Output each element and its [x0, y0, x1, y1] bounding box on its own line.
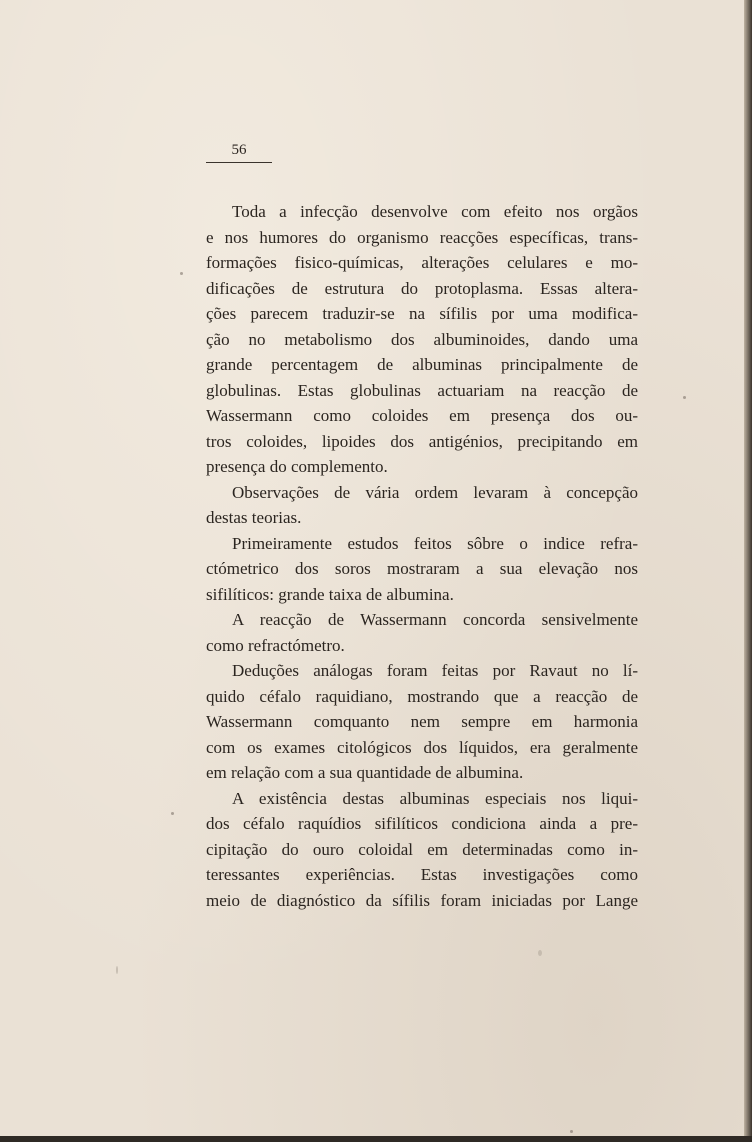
text-line: A reacção de Wassermann concorda sensivelmente: [232, 610, 638, 629]
text-line: ções parecem traduzir-se na sífilis por uma modifica-: [206, 304, 638, 323]
text-line: dos céfalo raquídios sifilíticos condiciona ainda a pre-: [206, 814, 638, 833]
text-line: presença do complemento.: [206, 457, 388, 476]
text-line: como refractómetro.: [206, 635, 345, 655]
text-line: Toda a infecção desenvolve com efeito nos orgãos: [232, 202, 638, 221]
text-line: ctómetrico dos soros mostraram a sua elevação nos: [206, 559, 638, 578]
text-line: sifilíticos: grande taixa de albumina.: [206, 584, 454, 604]
text-line: Primeiramente estudos feitos sôbre o indice refra-: [232, 533, 638, 553]
text-line: ção no metabolismo dos albuminoides, dando uma: [206, 329, 638, 349]
body-text: [206, 199, 638, 913]
text-line: A existência destas albuminas especiais nos liqui-: [232, 788, 638, 808]
paper-speck: [570, 1130, 573, 1133]
text-line: destas teorias.: [206, 508, 302, 527]
text-line: dificações de estrutura do protoplasma. Essas altera-: [206, 278, 638, 298]
page-number: 56: [206, 140, 272, 163]
text-line: Observações de vária ordem levaram à concepção: [232, 482, 638, 502]
text-line: teressantes experiências. Estas investigações como: [206, 865, 638, 884]
paper-speck: [538, 950, 542, 956]
text-line: quido céfalo raquidiano, mostrando que a reacção de: [206, 686, 638, 706]
text-line: formações fisico-químicas, alterações celulares e mo-: [206, 253, 638, 272]
text-line: e nos humores do organismo reacções específicas, trans-: [206, 227, 638, 247]
paper-speck: [180, 272, 183, 275]
page-edge-shadow: [744, 0, 752, 1142]
text-line: meio de diagnóstico da sífilis foram iniciadas por Lange: [206, 890, 638, 910]
text-line: Deduções análogas foram feitas por Ravaut no lí-: [232, 661, 638, 680]
text-line: em relação com a sua quantidade de albumina.: [206, 763, 524, 782]
text-line: cipitação do ouro coloidal em determinadas como in-: [206, 839, 638, 859]
text-line: grande percentagem de albuminas principalmente de: [206, 355, 638, 374]
text-line: Wassermann como coloides em presença dos ou-: [206, 406, 638, 425]
page-bottom-edge: [0, 1136, 752, 1142]
text-line: com os exames citológicos dos líquidos, era geralmente: [206, 737, 638, 757]
text-line: Wassermann comquanto nem sempre em harmonia: [206, 712, 638, 731]
text-line: tros coloides, lipoides dos antigénios, precipitando em: [206, 431, 638, 451]
paper-speck: [171, 812, 174, 815]
text-line: globulinas. Estas globulinas actuariam na reacção de: [206, 380, 638, 400]
paper-speck: [683, 396, 686, 399]
paper-speck: [116, 966, 118, 974]
